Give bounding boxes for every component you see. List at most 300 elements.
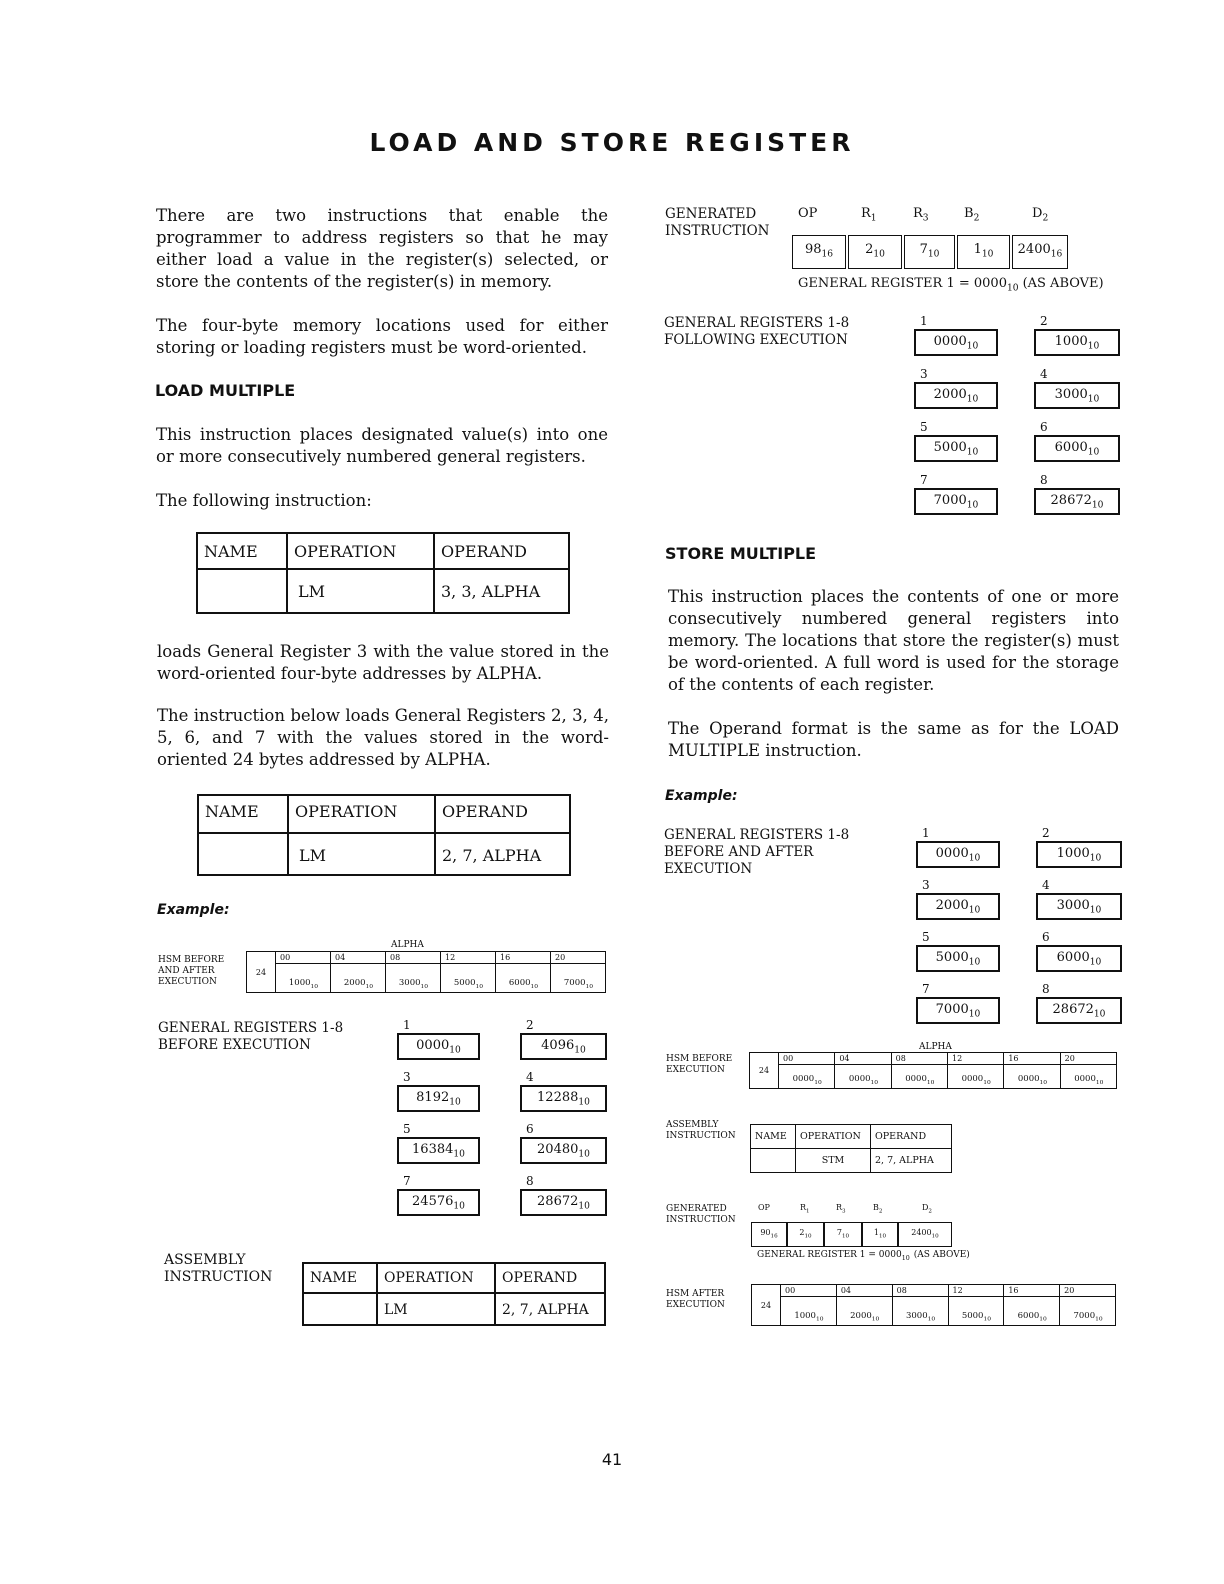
stm-paragraph-2: The Operand format is the same as for the LOAD MULTIPLE instruction. bbox=[668, 719, 1119, 760]
intro-paragraph-1: There are two instructions that enable the programmer to address registers so that he may either load a value in the register(s) selected, or store the contents of the register(s) in memory. bbox=[156, 206, 608, 291]
table-header: OPERATION bbox=[377, 1263, 495, 1293]
hsm-value bbox=[781, 1311, 837, 1323]
hsm-word-cell bbox=[330, 952, 386, 992]
register-box bbox=[1036, 841, 1122, 868]
value-text: 7000 bbox=[935, 1002, 969, 1017]
table-header: OPERAND bbox=[435, 795, 570, 833]
register-box bbox=[1034, 329, 1120, 356]
register-box bbox=[397, 1085, 480, 1112]
value-subscript: 16 bbox=[821, 249, 834, 260]
stm-regs-label bbox=[664, 827, 849, 878]
load-multiple-description bbox=[156, 424, 608, 512]
intro-paragraph-2: The four-byte memory locations used for either storing or loading registers must be word-oriented. bbox=[156, 316, 608, 357]
field-subscript: 1 bbox=[806, 1208, 810, 1215]
note-tail: (AS ABOVE) bbox=[1022, 276, 1104, 291]
hsm-address: 00 bbox=[276, 952, 331, 964]
value-text: 28672 bbox=[537, 1194, 579, 1209]
register-number: 2 bbox=[1040, 314, 1048, 328]
hsm-value bbox=[779, 1074, 835, 1086]
value-subscript: 10 bbox=[931, 1233, 939, 1240]
register-number: 5 bbox=[920, 420, 928, 434]
general-register-note bbox=[798, 276, 1104, 294]
value-text: 2000 bbox=[935, 898, 969, 913]
value-text: 1000 bbox=[1056, 846, 1090, 861]
value-text: 0000 bbox=[961, 1074, 984, 1085]
table-cell bbox=[197, 569, 287, 613]
field-value-box bbox=[751, 1222, 787, 1247]
value-subscript: 10 bbox=[871, 1316, 880, 1323]
value-subscript: 10 bbox=[1039, 1079, 1048, 1086]
lm-assembly-table bbox=[302, 1262, 606, 1326]
value-text: 7000 bbox=[563, 978, 586, 989]
register-number: 2 bbox=[1042, 826, 1050, 840]
lm-paragraph-4: The instruction below loads General Registers 2, 3, 4, 5, 6, and 7 with the values stored in the word-oriented 24 bytes addressed by ALPHA. bbox=[157, 706, 609, 769]
register-number: 3 bbox=[403, 1070, 411, 1084]
value-subscript: 10 bbox=[968, 905, 981, 916]
value-text: 0000 bbox=[905, 1074, 927, 1085]
lm-example-label: Example: bbox=[157, 902, 230, 918]
lm-instruction-table-1 bbox=[196, 532, 570, 614]
value-text: 1000 bbox=[288, 978, 311, 989]
lm-assembly-label bbox=[164, 1252, 272, 1286]
hsm-address: 00 bbox=[781, 1285, 837, 1297]
hsm-word-cell bbox=[778, 1053, 835, 1088]
value-subscript: 10 bbox=[983, 1316, 992, 1323]
note-subscript: 10 bbox=[1006, 283, 1019, 294]
page-title: LOAD AND STORE REGISTER bbox=[369, 128, 855, 157]
label-line: BEFORE EXECUTION bbox=[158, 1037, 311, 1053]
hsm-lead-byte: 24 bbox=[247, 952, 276, 992]
value-text: 24576 bbox=[412, 1194, 454, 1209]
label-line: GENERAL REGISTERS 1-8 bbox=[158, 1020, 344, 1036]
value-subscript: 10 bbox=[966, 447, 979, 458]
field-header bbox=[836, 1203, 846, 1215]
value-subscript: 10 bbox=[968, 1009, 981, 1020]
value-subscript: 10 bbox=[453, 1149, 465, 1160]
label-line: GENERAL REGISTERS 1-8 bbox=[664, 315, 850, 331]
value-text: 2000 bbox=[850, 1311, 872, 1322]
value-subscript: 10 bbox=[966, 394, 979, 405]
table-header: NAME bbox=[198, 795, 288, 833]
register-box bbox=[914, 435, 998, 462]
hsm-value bbox=[1004, 1074, 1060, 1086]
table-cell: 3, 3, ALPHA bbox=[434, 569, 569, 613]
lm-hsm-diagram bbox=[246, 951, 606, 993]
value-subscript: 10 bbox=[1089, 905, 1102, 916]
hsm-value bbox=[837, 1311, 893, 1323]
value-text: 1 bbox=[873, 1228, 879, 1237]
label-line: INSTRUCTION bbox=[666, 1215, 736, 1225]
value-text: 2400 bbox=[1017, 242, 1051, 257]
field-header bbox=[758, 1203, 770, 1215]
hsm-address: 20 bbox=[1060, 1285, 1116, 1297]
value-text: 2400 bbox=[911, 1228, 932, 1237]
value-subscript: 10 bbox=[983, 1079, 991, 1086]
label-line: ASSEMBLY bbox=[164, 1252, 246, 1268]
table-cell: 2, 7, ALPHA bbox=[495, 1293, 605, 1325]
field-subscript: 3 bbox=[922, 213, 929, 224]
register-number: 7 bbox=[922, 982, 930, 996]
table-header: NAME bbox=[751, 1125, 796, 1149]
table-header: OPERAND bbox=[871, 1125, 952, 1149]
value-subscript: 10 bbox=[815, 1316, 824, 1323]
value-subscript: 10 bbox=[927, 249, 940, 260]
field-name: B bbox=[873, 1203, 879, 1212]
register-number: 7 bbox=[403, 1174, 411, 1188]
value-text: 7 bbox=[919, 242, 928, 257]
hsm-address: 20 bbox=[1061, 1053, 1117, 1065]
value-text: 6000 bbox=[1056, 950, 1090, 965]
value-subscript: 10 bbox=[1089, 853, 1102, 864]
value-text: 1 bbox=[973, 242, 982, 257]
alpha-label: ALPHA bbox=[391, 940, 424, 950]
value-text: 2 bbox=[799, 1228, 805, 1237]
field-value-box bbox=[904, 235, 955, 269]
hsm-value bbox=[496, 978, 551, 990]
stm-example-label: Example: bbox=[665, 788, 738, 804]
value-subscript: 10 bbox=[365, 983, 374, 990]
value-text: 12288 bbox=[537, 1090, 579, 1105]
register-number: 8 bbox=[1040, 473, 1048, 487]
hsm-word-cell bbox=[947, 1053, 1004, 1088]
value-text: 5000 bbox=[961, 1311, 984, 1322]
field-header bbox=[913, 206, 929, 224]
note-text: GENERAL REGISTER 1 = 0000 bbox=[757, 1250, 902, 1260]
value-text: 0000 bbox=[1074, 1074, 1096, 1085]
value-text: 2000 bbox=[343, 978, 366, 989]
label-line: INSTRUCTION bbox=[666, 1131, 736, 1141]
field-name: R bbox=[913, 206, 923, 221]
value-subscript: 10 bbox=[574, 1045, 586, 1056]
register-number: 1 bbox=[920, 314, 928, 328]
field-header bbox=[1032, 206, 1048, 224]
hsm-address: 12 bbox=[949, 1285, 1005, 1297]
note-subscript: 10 bbox=[901, 1254, 910, 1262]
value-text: 20480 bbox=[537, 1142, 579, 1157]
value-text: 1000 bbox=[794, 1311, 816, 1322]
value-subscript: 10 bbox=[1095, 1079, 1104, 1086]
intro-section bbox=[156, 205, 608, 359]
label-line: BEFORE AND AFTER bbox=[664, 844, 814, 860]
hsm-value bbox=[276, 978, 331, 990]
field-name: OP bbox=[798, 206, 818, 221]
register-number: 4 bbox=[1040, 367, 1048, 381]
label-line: HSM AFTER bbox=[666, 1289, 725, 1299]
register-number: 3 bbox=[920, 367, 928, 381]
label-line: GENERAL REGISTERS 1-8 bbox=[664, 827, 850, 843]
label-line: ASSEMBLY bbox=[666, 1120, 719, 1130]
register-number: 8 bbox=[526, 1174, 534, 1188]
page-number: 41 bbox=[601, 1450, 623, 1469]
register-box bbox=[1034, 435, 1120, 462]
register-number: 5 bbox=[922, 930, 930, 944]
register-number: 4 bbox=[1042, 878, 1050, 892]
register-box bbox=[1034, 382, 1120, 409]
field-name: R bbox=[800, 1203, 807, 1212]
value-subscript: 10 bbox=[968, 853, 981, 864]
value-subscript: 10 bbox=[453, 1201, 465, 1212]
value-subscript: 10 bbox=[1095, 1316, 1103, 1323]
value-subscript: 10 bbox=[1091, 500, 1104, 511]
value-text: 3000 bbox=[1054, 387, 1088, 402]
hsm-word-cell bbox=[550, 952, 606, 992]
table-header: OPERATION bbox=[287, 533, 434, 569]
label-line: EXECUTION bbox=[666, 1300, 725, 1310]
table-cell: STM bbox=[796, 1149, 871, 1173]
field-value-box bbox=[824, 1222, 862, 1247]
value-text: 8192 bbox=[416, 1090, 450, 1105]
hsm-address: 08 bbox=[892, 1053, 948, 1065]
hsm-address: 04 bbox=[331, 952, 386, 964]
value-subscript: 10 bbox=[981, 249, 994, 260]
register-box bbox=[520, 1189, 607, 1216]
register-box bbox=[520, 1137, 607, 1164]
value-subscript: 10 bbox=[475, 983, 484, 990]
hsm-word-cell bbox=[1059, 1285, 1116, 1325]
field-header bbox=[861, 206, 877, 224]
hsm-address: 16 bbox=[496, 952, 551, 964]
table-cell: 2, 7, ALPHA bbox=[871, 1149, 952, 1173]
table-header: OPERATION bbox=[796, 1125, 871, 1149]
hsm-word-cell bbox=[275, 952, 331, 992]
table-header: NAME bbox=[197, 533, 287, 569]
store-multiple-heading: STORE MULTIPLE bbox=[665, 544, 817, 563]
stm-hsm-after-diagram bbox=[751, 1284, 1116, 1326]
register-box bbox=[1036, 945, 1122, 972]
register-box bbox=[916, 997, 1000, 1024]
value-subscript: 10 bbox=[1093, 1009, 1106, 1020]
label-line: EXECUTION bbox=[158, 977, 217, 987]
label-line: HSM BEFORE bbox=[666, 1054, 733, 1064]
store-multiple-description bbox=[668, 586, 1119, 762]
lm-regs-after-label bbox=[664, 315, 849, 349]
value-text: 7000 bbox=[933, 493, 967, 508]
table-header: OPERAND bbox=[434, 533, 569, 569]
value-subscript: 10 bbox=[968, 957, 981, 968]
general-register-note bbox=[757, 1250, 970, 1262]
register-number: 5 bbox=[403, 1122, 411, 1136]
lm-generated-label bbox=[665, 206, 770, 240]
value-subscript: 10 bbox=[878, 1233, 887, 1240]
stm-hsm-before-diagram bbox=[749, 1052, 1117, 1089]
value-text: 2000 bbox=[933, 387, 967, 402]
register-box bbox=[916, 945, 1000, 972]
value-subscript: 10 bbox=[804, 1233, 812, 1240]
label-line: INSTRUCTION bbox=[164, 1269, 273, 1285]
register-box bbox=[520, 1033, 607, 1060]
hsm-word-cell bbox=[891, 1053, 948, 1088]
hsm-value bbox=[386, 978, 441, 990]
hsm-value bbox=[331, 978, 386, 990]
field-value-box bbox=[862, 1222, 898, 1247]
hsm-address: 00 bbox=[779, 1053, 835, 1065]
hsm-lead-byte: 24 bbox=[750, 1053, 779, 1088]
register-box bbox=[914, 382, 998, 409]
value-subscript: 10 bbox=[578, 1149, 590, 1160]
hsm-value bbox=[551, 978, 606, 990]
value-subscript: 10 bbox=[1087, 341, 1100, 352]
field-header bbox=[922, 1203, 932, 1215]
alpha-label: ALPHA bbox=[919, 1042, 952, 1052]
value-text: 4096 bbox=[541, 1038, 575, 1053]
register-box bbox=[1036, 893, 1122, 920]
table-cell bbox=[303, 1293, 377, 1325]
value-text: 3000 bbox=[398, 978, 421, 989]
hsm-value bbox=[835, 1074, 891, 1086]
label-line: EXECUTION bbox=[666, 1065, 725, 1075]
value-subscript: 10 bbox=[814, 1079, 822, 1086]
lm-instruction-table-2 bbox=[197, 794, 571, 876]
value-text: 0000 bbox=[1017, 1074, 1040, 1085]
table-cell bbox=[198, 833, 288, 875]
label-line: GENERATED bbox=[666, 1204, 727, 1214]
value-text: 90 bbox=[760, 1228, 771, 1237]
value-subscript: 10 bbox=[530, 983, 539, 990]
field-header bbox=[800, 1203, 810, 1215]
field-value-box bbox=[787, 1222, 824, 1247]
table-cell: 2, 7, ALPHA bbox=[435, 833, 570, 875]
value-text: 16384 bbox=[412, 1142, 454, 1157]
register-number: 2 bbox=[526, 1018, 534, 1032]
value-subscript: 10 bbox=[578, 1201, 590, 1212]
hsm-address: 12 bbox=[948, 1053, 1004, 1065]
value-subscript: 10 bbox=[310, 983, 319, 990]
field-name: R bbox=[861, 206, 871, 221]
register-number: 6 bbox=[1042, 930, 1050, 944]
field-value-box bbox=[848, 235, 902, 269]
field-subscript: 2 bbox=[878, 1208, 883, 1215]
table-header: OPERAND bbox=[495, 1263, 605, 1293]
hsm-word-cell bbox=[440, 952, 496, 992]
field-subscript: 2 bbox=[973, 213, 980, 224]
field-name: D bbox=[1032, 206, 1043, 221]
field-value-box bbox=[792, 235, 846, 269]
value-subscript: 10 bbox=[1087, 394, 1100, 405]
lm-body-text bbox=[157, 641, 609, 771]
lm-paragraph-3: loads General Register 3 with the value stored in the word-oriented four-byte addresses by ALPHA. bbox=[157, 642, 609, 683]
hsm-address: 04 bbox=[837, 1285, 893, 1297]
register-number: 6 bbox=[526, 1122, 534, 1136]
hsm-word-cell bbox=[1003, 1285, 1060, 1325]
hsm-address: 08 bbox=[386, 952, 441, 964]
value-text: 7000 bbox=[1073, 1311, 1096, 1322]
register-box bbox=[520, 1085, 607, 1112]
stm-assembly-table bbox=[750, 1124, 952, 1173]
value-text: 3000 bbox=[905, 1311, 928, 1322]
value-subscript: 10 bbox=[449, 1097, 461, 1108]
register-box bbox=[916, 893, 1000, 920]
register-number: 4 bbox=[526, 1070, 534, 1084]
value-text: 3000 bbox=[1056, 898, 1090, 913]
value-text: 28672 bbox=[1052, 1002, 1094, 1017]
hsm-lead-byte: 24 bbox=[752, 1285, 781, 1325]
hsm-word-cell bbox=[385, 952, 441, 992]
field-subscript: 3 bbox=[842, 1208, 846, 1215]
value-subscript: 10 bbox=[420, 983, 429, 990]
hsm-word-cell bbox=[495, 952, 551, 992]
field-value-box bbox=[898, 1222, 952, 1247]
value-text: 6000 bbox=[1017, 1311, 1040, 1322]
value-text: 7 bbox=[836, 1228, 842, 1237]
hsm-word-cell bbox=[836, 1285, 893, 1325]
field-header bbox=[964, 206, 979, 224]
stm-paragraph-1: This instruction places the contents of one or more consecutively numbered general registers into memory. The locations that store the register(s) must be word-oriented. A full word is used for the storage of the contents of each register. bbox=[668, 587, 1119, 694]
hsm-word-cell bbox=[834, 1053, 891, 1088]
table-header: NAME bbox=[303, 1263, 377, 1293]
value-text: 5000 bbox=[933, 440, 967, 455]
value-subscript: 10 bbox=[841, 1233, 850, 1240]
label-line: HSM BEFORE bbox=[158, 955, 225, 965]
field-header bbox=[873, 1203, 882, 1215]
value-text: 0000 bbox=[848, 1074, 871, 1085]
hsm-address: 04 bbox=[835, 1053, 891, 1065]
value-text: 98 bbox=[804, 242, 822, 257]
value-text: 0000 bbox=[935, 846, 969, 861]
register-box bbox=[397, 1033, 480, 1060]
value-subscript: 10 bbox=[927, 1316, 936, 1323]
hsm-word-cell bbox=[892, 1285, 949, 1325]
table-cell: LM bbox=[288, 833, 435, 875]
register-number: 7 bbox=[920, 473, 928, 487]
hsm-value bbox=[949, 1311, 1005, 1323]
field-header bbox=[798, 206, 817, 224]
field-name: B bbox=[964, 206, 974, 221]
hsm-word-cell bbox=[1060, 1053, 1117, 1088]
value-subscript: 10 bbox=[966, 500, 979, 511]
field-value-box bbox=[957, 235, 1010, 269]
label-line: FOLLOWING EXECUTION bbox=[664, 332, 848, 348]
hsm-address: 16 bbox=[1004, 1053, 1060, 1065]
stm-assembly-label bbox=[666, 1120, 736, 1142]
hsm-value bbox=[1060, 1311, 1116, 1323]
value-subscript: 10 bbox=[873, 249, 885, 260]
hsm-word-cell bbox=[780, 1285, 837, 1325]
hsm-address: 16 bbox=[1004, 1285, 1060, 1297]
table-cell: LM bbox=[287, 569, 434, 613]
table-cell: LM bbox=[377, 1293, 495, 1325]
hsm-value bbox=[948, 1074, 1004, 1086]
value-text: 0000 bbox=[416, 1038, 450, 1053]
value-text: 0000 bbox=[933, 334, 967, 349]
field-subscript: 2 bbox=[928, 1208, 932, 1215]
hsm-address: 20 bbox=[551, 952, 606, 964]
register-box bbox=[914, 488, 998, 515]
value-subscript: 10 bbox=[585, 983, 594, 990]
lm-regs-before-label bbox=[158, 1020, 343, 1054]
register-box bbox=[1036, 997, 1122, 1024]
table-cell bbox=[751, 1149, 796, 1173]
stm-generated-label bbox=[666, 1204, 736, 1226]
stm-hsm-before-label bbox=[666, 1054, 732, 1076]
register-number: 8 bbox=[1042, 982, 1050, 996]
field-value-box bbox=[1012, 235, 1068, 269]
lm-paragraph-2: The following instruction: bbox=[156, 491, 372, 510]
value-text: 5000 bbox=[453, 978, 476, 989]
register-box bbox=[916, 841, 1000, 868]
label-line: EXECUTION bbox=[664, 861, 753, 877]
value-text: 0000 bbox=[792, 1074, 815, 1085]
field-name: D bbox=[922, 1203, 929, 1212]
table-header: OPERATION bbox=[288, 795, 435, 833]
hsm-value bbox=[893, 1311, 949, 1323]
note-tail: (AS ABOVE) bbox=[913, 1250, 970, 1260]
hsm-word-cell bbox=[948, 1285, 1005, 1325]
note-text: GENERAL REGISTER 1 = 0000 bbox=[798, 276, 1007, 291]
field-subscript: 1 bbox=[870, 213, 877, 224]
label-line: GENERATED bbox=[665, 206, 757, 222]
register-box bbox=[397, 1137, 480, 1164]
field-name: OP bbox=[758, 1203, 770, 1212]
